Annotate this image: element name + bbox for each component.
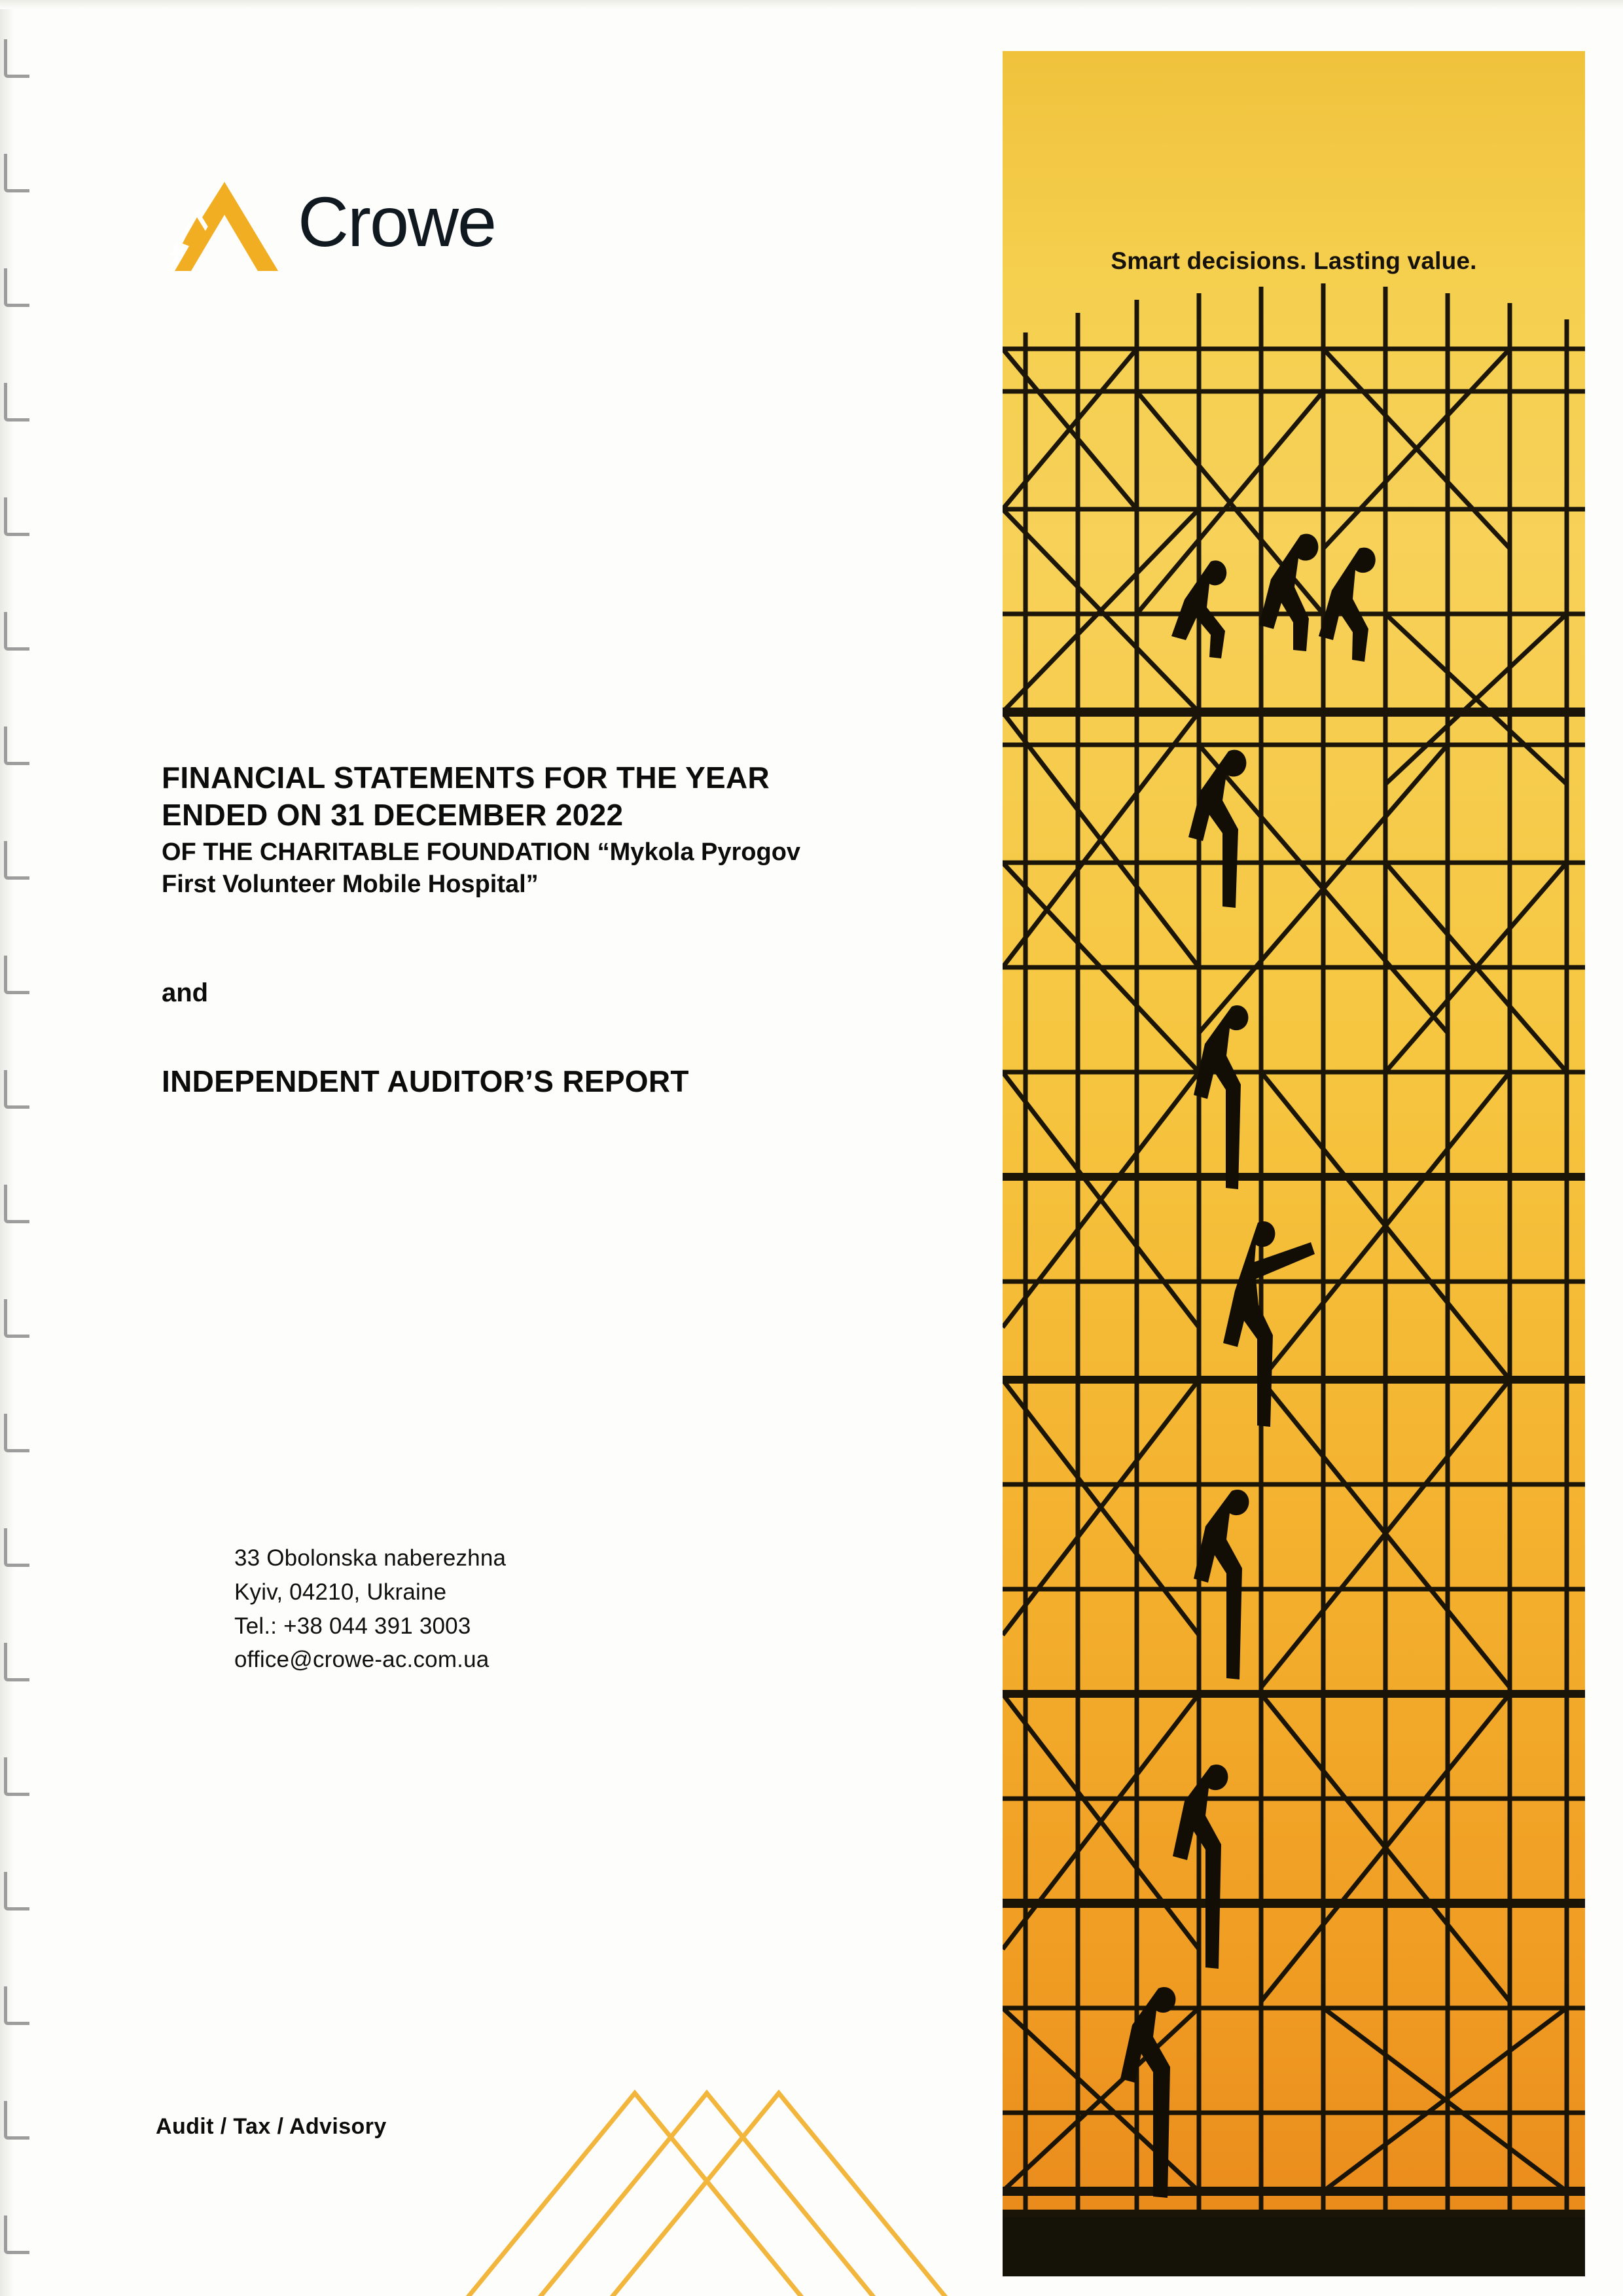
address-city: Kyiv, 04210, Ukraine (234, 1579, 447, 1605)
panel-floor (1003, 2217, 1585, 2276)
panel-tagline: Smart decisions. Lasting value. (1111, 247, 1477, 274)
title-conjunction: and (162, 978, 209, 1007)
scaffolding-workers-silhouette-icon (1003, 51, 1585, 2276)
address-email: office@crowe-ac.com.ua (234, 1647, 490, 1673)
binder-hole-column (0, 0, 46, 2296)
contact-address-block (234, 1541, 506, 1677)
brand-logo (167, 171, 573, 289)
document-title-block (162, 759, 973, 901)
crowe-chevron-logo-icon (167, 178, 281, 276)
brand-name: Crowe (298, 182, 496, 261)
footer-services: Audit / Tax / Advisory (156, 2114, 387, 2139)
decorative-chevrons (419, 1785, 1073, 2296)
cover-image-panel (1003, 51, 1585, 2276)
address-street: 33 Obolonska naberezhna (234, 1545, 507, 1571)
scan-edge-top (0, 0, 1623, 9)
title-subtitle-line-2: First Volunteer Mobile Hospital” (162, 870, 539, 899)
title-line-1: FINANCIAL STATEMENTS FOR THE YEAR (162, 761, 770, 795)
address-phone: Tel.: +38 044 391 3003 (234, 1613, 471, 1639)
title-subtitle-line-1: OF THE CHARITABLE FOUNDATION “Mykola Pyrogov (162, 838, 801, 867)
title-line-2: ENDED ON 31 DECEMBER 2022 (162, 798, 624, 833)
title-auditor-report: INDEPENDENT AUDITOR’S REPORT (162, 1064, 689, 1098)
